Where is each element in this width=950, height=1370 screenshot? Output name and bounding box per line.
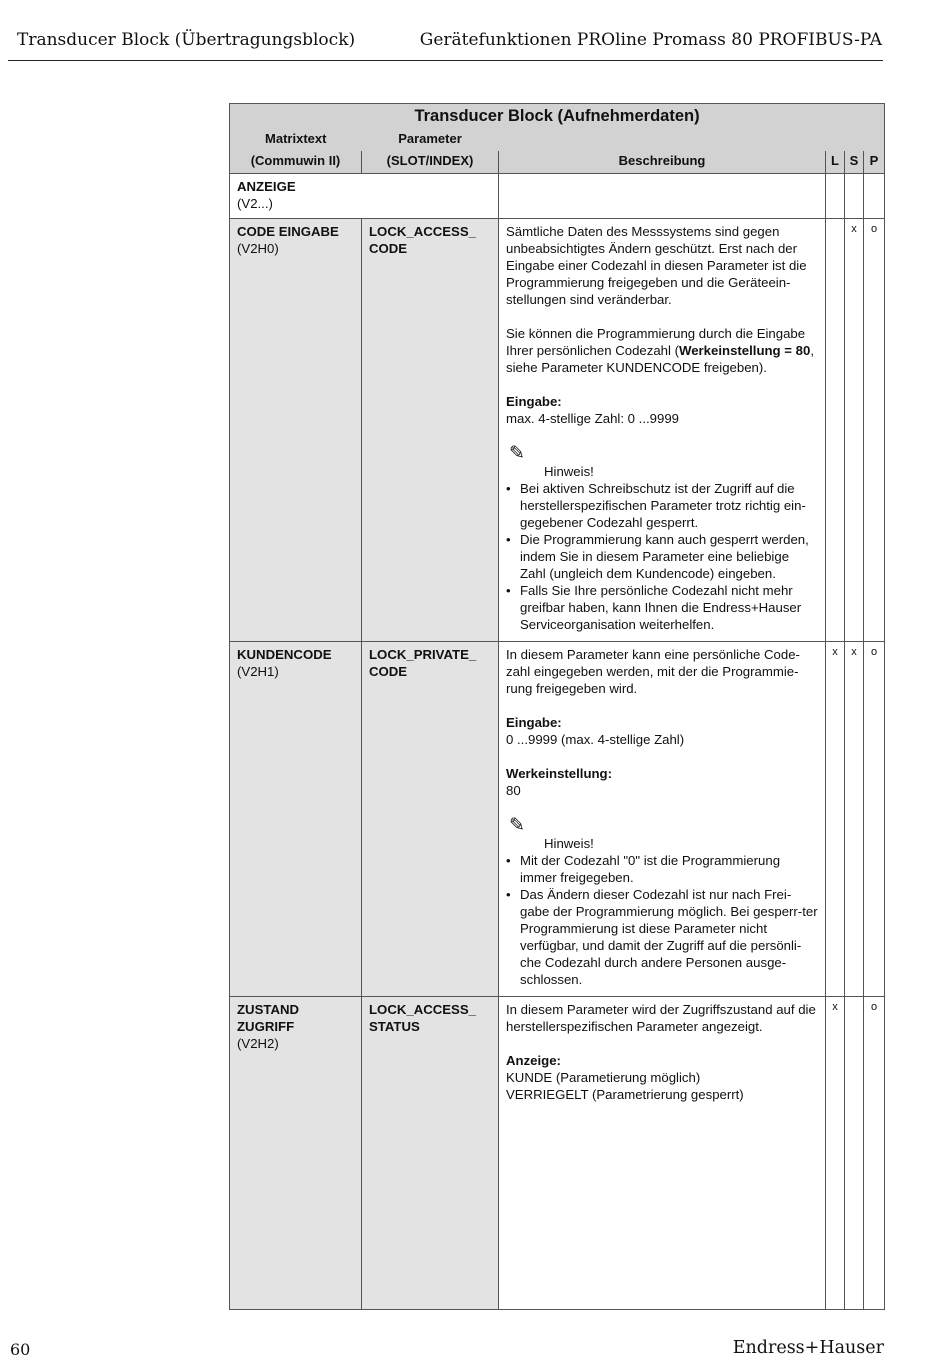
note-block (506, 444, 818, 633)
list-item: • Mit der Codezahl "0" ist die Programmierung immer freigegeben. (520, 852, 818, 886)
list-item: • Falls Sie Ihre persönliche Codezahl nicht mehr greifbar haben, kann Ihnen die Endress+Hauser Serviceorganisation weiterhelfen. (520, 582, 818, 633)
default-highlight: Werkeinstellung = 80 (679, 343, 811, 358)
brand-logo-text: Endress+Hauser (732, 1338, 884, 1358)
parameter-line2: CODE (369, 664, 408, 679)
running-header-title: Gerätefunktionen PROline Promass 80 PROFIBUS-PA (419, 30, 882, 50)
col-header-l: L (826, 151, 845, 174)
group-name: ANZEIGE (237, 179, 296, 194)
flag-s (845, 997, 864, 1310)
page-number: 60 (10, 1340, 31, 1359)
flag-l: x (826, 997, 845, 1310)
description-text: Sie können die Programmierung durch die Eingabe Ihrer persönlichen Codezahl ( (506, 326, 806, 358)
list-item: • Bei aktiven Schreibschutz ist der Zugriff auf die herstellerspezifischen Parameter trotz richtig ein-gegebener Codezahl gesperrt. (520, 480, 818, 531)
parameter-line1: LOCK_ACCESS_ (369, 224, 476, 239)
col-header-beschreibung: Beschreibung (499, 151, 826, 174)
flag-p: o (864, 997, 885, 1310)
matrix-name: KUNDENCODE (237, 647, 332, 662)
group-cell (230, 174, 499, 219)
matrix-cell (230, 642, 362, 997)
hint-label: Hinweis! (544, 836, 594, 851)
pencil-icon: ✎ (509, 815, 525, 836)
description-cell (499, 997, 826, 1310)
col-header-commuwin: (Commuwin II) (230, 151, 362, 174)
description-cell (499, 642, 826, 997)
matrix-name: CODE EINGABE (237, 224, 339, 239)
flag-l: x (826, 642, 845, 997)
table-row (230, 997, 885, 1310)
hint-label: Hinweis! (544, 464, 594, 479)
matrix-code: (V2H1) (237, 664, 279, 679)
table-row (230, 219, 885, 642)
table-row (230, 642, 885, 997)
display-value: VERRIEGELT (Parametrierung gesperrt) (506, 1087, 744, 1102)
running-header-section: Transducer Block (Übertragungsblock) (17, 30, 356, 50)
matrix-cell (230, 997, 362, 1310)
parameter-line2: STATUS (369, 1019, 420, 1034)
col-header-matrixtext: Matrixtext (230, 129, 362, 151)
input-value: max. 4-stellige Zahl: 0 ...9999 (506, 411, 679, 426)
col-header-p: P (864, 151, 885, 174)
col-header-parameter: Parameter (362, 129, 499, 151)
list-item: • Das Ändern dieser Codezahl ist nur nach Frei-gabe der Programmierung möglich. Bei gesperr-ter Programmierung ist diese Parameter nicht verfügbar, und damit der Zugriff auf die persönli-che Codezahl durch andere Personen ausge-schlossen. (520, 886, 818, 988)
flag-s: x (845, 219, 864, 642)
description-paragraph: In diesem Parameter kann eine persönliche Code-zahl eingegeben werden, mit der die Programmie-rung freigegeben wird. (506, 647, 800, 696)
parameter-cell (362, 219, 499, 642)
default-label: Werkeinstellung: (506, 766, 613, 781)
description-cell (499, 219, 826, 642)
col-header-s: S (845, 151, 864, 174)
matrix-cell (230, 219, 362, 642)
parameter-cell (362, 997, 499, 1310)
parameter-line2: CODE (369, 241, 408, 256)
list-item: • Die Programmierung kann auch gesperrt werden, indem Sie in diesem Parameter eine beliebige Zahl (ungleich dem Kundencode) eingeben. (520, 531, 818, 582)
matrix-code: (V2H2) (237, 1036, 279, 1051)
group-code: (V2...) (237, 196, 273, 211)
default-value: 80 (506, 783, 521, 798)
parameter-cell (362, 642, 499, 997)
description-paragraph: Sämtliche Daten des Messsystems sind gegen unbeabsichtigtes Ändern geschützt. Erst nach der Eingabe einer Codezahl in diesen Parameter ist die Programmierung freigegeben und die Geräteein-stellungen sind veränderbar. (506, 224, 807, 307)
table-row-group (230, 174, 885, 219)
matrix-code: (V2H0) (237, 241, 279, 256)
flag-s: x (845, 642, 864, 997)
matrix-name: ZUGRIFF (237, 1019, 295, 1034)
flag-p: o (864, 219, 885, 642)
table-title: Transducer Block (Aufnehmerdaten) (230, 104, 885, 130)
input-value: 0 ...9999 (max. 4-stellige Zahl) (506, 732, 685, 747)
parameter-line1: LOCK_PRIVATE_ (369, 647, 477, 662)
input-label: Eingabe: (506, 715, 562, 730)
parameter-line1: LOCK_ACCESS_ (369, 1002, 476, 1017)
col-header-slot-index: (SLOT/INDEX) (362, 151, 499, 174)
header-rule (8, 60, 883, 61)
description-paragraph (506, 325, 818, 376)
transducer-block-table (229, 103, 885, 1310)
matrix-name: ZUSTAND (237, 1002, 300, 1017)
input-label: Eingabe: (506, 394, 562, 409)
hint-list (506, 480, 818, 633)
display-value: KUNDE (Parametierung möglich) (506, 1070, 701, 1085)
note-block (506, 816, 818, 988)
display-label: Anzeige: (506, 1053, 561, 1068)
flag-p: o (864, 642, 885, 997)
description-paragraph: In diesem Parameter wird der Zugriffszustand auf die herstellerspezifischen Parameter angezeigt. (506, 1002, 816, 1034)
flag-l (826, 219, 845, 642)
pencil-icon: ✎ (509, 443, 525, 464)
hint-list (506, 852, 818, 988)
description-text: , siehe Parameter KUNDENCODE freigeben). (506, 343, 814, 375)
